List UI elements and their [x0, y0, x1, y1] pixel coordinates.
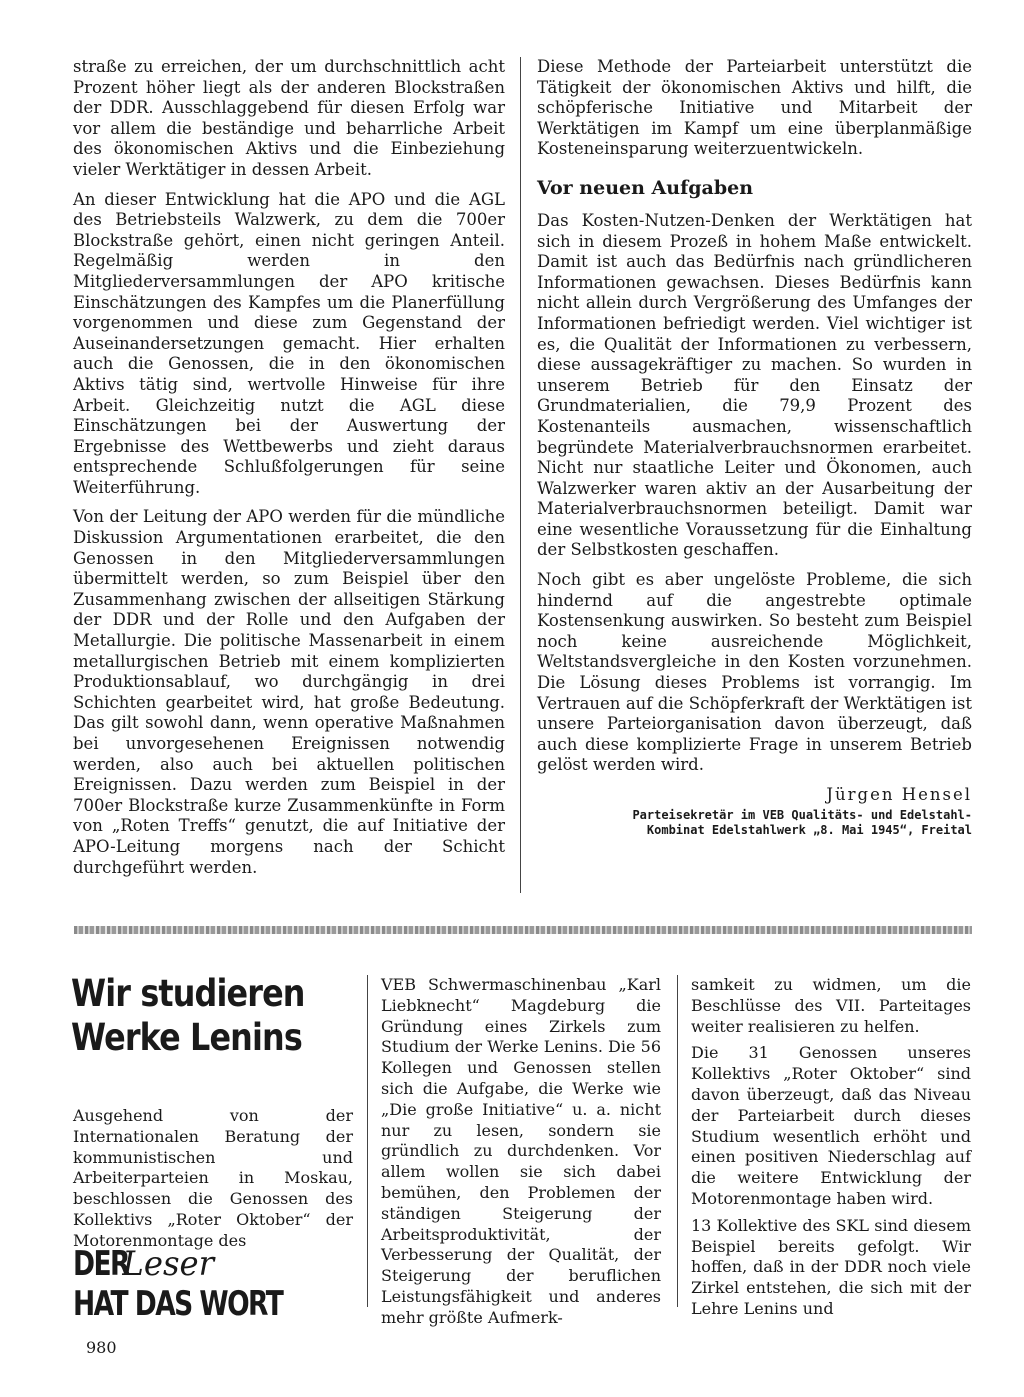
letter-column-right [691, 975, 971, 1326]
page-number: 980 [86, 1338, 117, 1357]
rubric-logo [73, 1244, 353, 1324]
author-role: Parteisekretär im VEB Qualitäts- und Edelstahl- Kombinat Edelstahlwerk „8. Mai 1945“, Freital [632, 807, 972, 837]
article-column-left [73, 57, 505, 878]
column-divider [520, 57, 521, 893]
column-divider [367, 975, 368, 1307]
article-column-right [537, 57, 972, 838]
intro-paragraph: Ausgehend von der Internationalen Beratung der kommunistischen und Arbeiterparteien in Moskau, beschlossen die Genossen des Kollektivs „Roter Oktober“ der Motorenmontage des [73, 1106, 353, 1250]
letter-column-middle [381, 975, 661, 1335]
author-name: Jürgen Hensel [826, 785, 972, 804]
paragraph: Die 31 Genossen unseres Kollektivs „Roter Oktober“ sind davon überzeugt, daß das Niveau der Parteiarbeit durch dieses Studium wesentlich erhöht und einen positiven Niederschlag auf die weitere Entwicklung der Motorenmontage haben wird. [691, 1043, 971, 1208]
column-divider [677, 975, 678, 1307]
section-divider [74, 926, 972, 934]
rubric-left: DER [73, 1244, 129, 1284]
rubric-script: Leser [122, 1244, 214, 1284]
paragraph: VEB Schwermaschinenbau „Karl Liebknecht“ Magdeburg die Gründung eines Zirkels zum Studium der Werke Lenins. Die 56 Kollegen und Genossen stellen sich die Aufgabe, die Werke wie „Die große Initiative“ u. a. nicht nur zu lesen, sondern sie gründlich zu durchdenken. Vor allem wollen sie sich dabei bemühen, den Problemen der ständigen Steigerung der Arbeitsproduktivität, der Verbesserung der Qualität, der Steigerung der beruflichen Leistungsfähigkeit und anderes mehr größte Aufmerk- [381, 975, 661, 1327]
paragraph: Von der Leitung der APO werden für die mündliche Diskussion Argumentationen erarbeitet, die den Genossen in den Mitgliederversammlungen übermittelt werden, so zum Beispiel über den Zusammenhang zwischen der allseitigen Stärkung der DDR und der Rolle und den Aufgaben der Metallurgie. Die politische Massenarbeit in einem metallurgischen Betrieb mit einem komplizierten Produktionsablauf, wo durchgängig in drei Schichten gearbeitet wird, hat große Bedeutung. Das gilt sowohl dann, wenn operative Maßnahmen bei unvorgesehenen Ereignissen notwendig werden, also auch bei aktuellen politischen Ereignissen. Dazu werden zum Beispiel in der 700er Blockstraße kurze Zusammenkünfte in Form von „Roten Treffs“ genutzt, die auf Initiative der APO-Leitung morgens nach der Schicht durchgeführt werden. [73, 507, 505, 877]
paragraph: Diese Methode der Parteiarbeit unterstützt die Tätigkeit der ökonomischen Aktivs und hilft, die schöpferische Initiative und Mitarbeit der Werktätigen im Kampf um eine überplanmäßige Kosteneinsparung weiterzuentwickeln. [537, 57, 972, 159]
paragraph: samkeit zu widmen, um die Beschlüsse des VII. Parteitages weiter realisieren zu helfen. [691, 975, 971, 1036]
paragraph: straße zu erreichen, der um durchschnittlich acht Prozent höher liegt als der anderen Blockstraßen der DDR. Ausschlaggebend für diesen Erfolg war vor allem die beständige und beharrliche Arbeit des ökonomischen Aktivs und die Einbeziehung vieler Werktätiger in dessen Arbeit. [73, 57, 505, 179]
article-headline: Wir studieren Werke Lenins [71, 972, 305, 1059]
section-heading: Vor neuen Aufgaben [537, 176, 754, 199]
paragraph: 13 Kollektive des SKL sind diesem Beispiel bereits gefolgt. Wir hoffen, daß in der DDR noch viele Zirkel entstehen, die sich mit der Lehre Lenins und [691, 1215, 971, 1318]
paragraph: Das Kosten-Nutzen-Denken der Werktätigen hat sich in diesem Prozeß in hohem Maße entwickelt. Damit ist auch das Bedürfnis nach gründlicheren Informationen gewachsen. Dieses Bedürfnis kann nicht allein durch Vergrößerung des Umfanges der Informationen befriedigt werden. Viel wichtiger ist es, die Qualität der Informationen zu verbessern, diese aussagekräftiger zu machen. So wurden in unserem Betrieb für den Einsatz der Grundmaterialien, die 79,9 Prozent des Kostenanteils ausmachen, wissenschaftlich begründete Materialverbrauchsnormen erarbeitet. Nicht nur staatliche Leiter und Ökonomen, auch Walzwerker waren aktiv an der Ausarbeitung der Materialverbrauchsnormen beteiligt. Damit war eine wesentliche Voraussetzung für die Einhaltung der Selbstkosten geschaffen. [537, 210, 972, 560]
rubric-right: HAT DAS WORT [73, 1284, 283, 1324]
paragraph: Noch gibt es aber ungelöste Probleme, die sich hindernd auf die angestrebte optimale Kostensenkung auswirken. So besteht zum Beispiel noch keine ausreichende Möglichkeit, Weltstandsvergleiche in den Kosten vorzunehmen. Die Lösung dieses Problems ist vorrangig. Im Vertrauen auf die Schöpferkraft der Werktätigen ist unsere Parteiorganisation davon überzeugt, daß auch diese komplizierte Frage in unserem Betrieb gelöst werden wird. [537, 570, 972, 775]
paragraph: An dieser Entwicklung hat die APO und die AGL des Betriebsteils Walzwerk, zu dem die 700er Blockstraße gehört, einen nicht geringen Anteil. Regelmäßig werden in den Mitgliederversammlungen der APO kritische Einschätzungen des Kampfes um die Planerfüllung vorgenommen und diese zum Gegenstand der Auseinandersetzungen gemacht. Hier erhalten auch die Genossen, die in den ökonomischen Aktivs tätig sind, wertvolle Hinweise für ihre Arbeit. Gleichzeitig nutzt die AGL diese Einschätzungen bei der Auswertung der Ergebnisse des Wettbewerbs und zieht daraus entsprechende Schlußfolgerungen für seine Weiterführung. [73, 189, 505, 497]
